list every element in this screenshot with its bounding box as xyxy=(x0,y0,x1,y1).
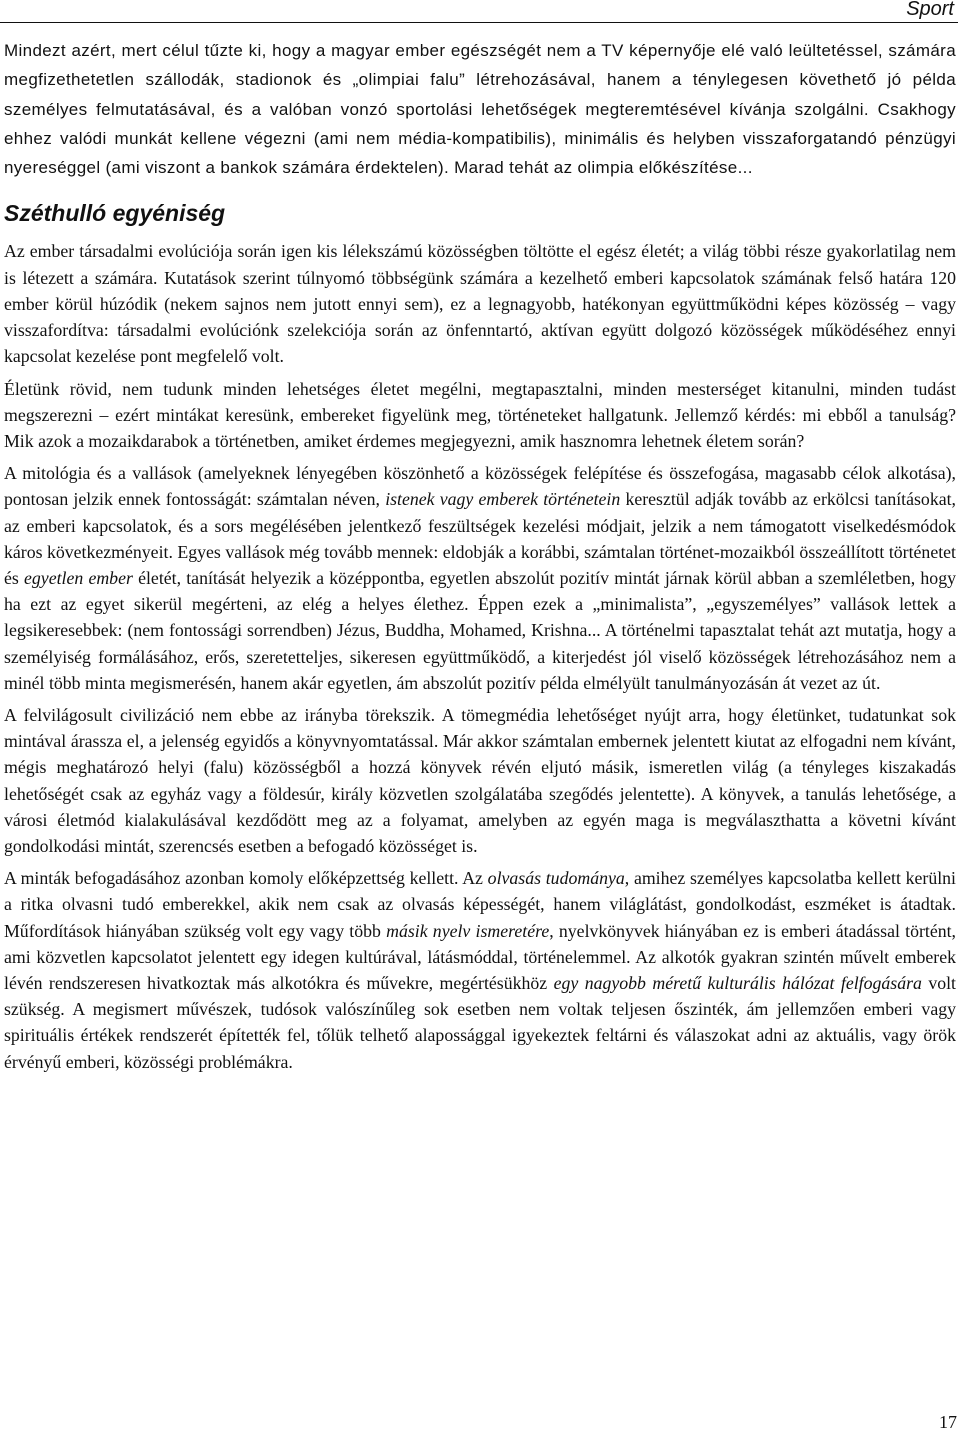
section-label: Sport xyxy=(906,0,954,20)
intro-paragraph: Mindezt azért, mert célul tűzte ki, hogy a magyar ember egészségét nem a TV képernyője elé való leültetéssel, számára megfizethetetlen szállodák, stadionok és „olimpiai falu” létrehozásával, hanem a ténylegesen követhető jó példa személyes felmutatásával, és a valóban vonzó sportolási lehetőségek megteremtésével kívánja szolgálni. Csakhogy ehhez valódi munkát kellene végezni (ami nem média-kompatibilis), minimális és helyben visszaforgatandó pénzügyi nyereséggel (ami viszont a bankok számára érdektelen). Marad tehát az olimpia előkészítése... xyxy=(4,41,956,178)
paragraph-5 xyxy=(4,865,956,1075)
paragraph-5-text: , amihez személyes kapcsolatba kellett kerülni a ritka olvasni tudó emberekkel, akik nem csak az olvasás képességét, hanem világlátást, gondolkodást, eszméket is átadtak. Műfordítások hiányában szükség volt egy vagy több xyxy=(4,868,956,941)
paragraph-3-text: A mitológia és a vallások (amelyeknek lényegében köszönhető a közösségek felépítése és összefogása, magasabb célok alkotása), pontosan jelzik ennek fontosságát: számtalan néven, xyxy=(4,463,956,510)
paragraph-4: A felvilágosult civilizáció nem ebbe az irányba törekszik. A tömegmédia lehetőséget nyújt arra, hogy életünket, tudatunkat sok mintával árassza el, a jelenség egyidős a könyvnyomtatással. Már akkor számtalan embernek jelentett kiutat az elfogadni nem kívánt, mégis meghatározó helyi (falu) közösségből a hozzá könyvek révén eljutó másik, ismeretlen világ (a tényleges kiszakadás lehetőségét csak az egyház vagy a földesúr, király közvetlen szolgálatába szegődés jelentette). A könyvek, a tanulás lehetősége, a városi életmód kialakulásával kezdődött meg az a folyamat, amelyben az egyén maga is megválaszthatta a követni kívánt gondolkodási mintát, szerencsés esetben a befogadó közösséget is. xyxy=(4,704,956,856)
paragraph-5-italic-1: olvasás tudománya xyxy=(487,868,625,889)
paragraph-3 xyxy=(4,460,956,696)
paragraph-3-italic-2: egyetlen ember xyxy=(24,567,133,588)
paragraph-2: Életünk rövid, nem tudunk minden lehetséges életet megélni, megtapasztalni, minden mesterséget kitanulni, minden tudást megszerezni – ezért mintákat keresünk, embereket figyelünk meg, történeteket hallgatunk. Jellemző kérdés: mi ebből a tanulság? Mik azok a mozaikdarabok a történetben, amiket érdemes megjegyezni, amik hasznomra lehetnek életem során? xyxy=(4,378,956,451)
page-header xyxy=(0,0,958,23)
paragraph-1: Az ember társadalmi evolúciója során igen kis lélekszámú közösségben töltötte el egész életét; a világ többi része gyakorlatilag nem is létezett a számára. Kutatások szerint túlnyomó többségünk számára a kezelhető emberi kapcsolatok számának felső határa 120 ember körül húzódik (nekem sajnos nem jutott ennyi sem), ez a legnagyobb, hatékonyan együttműködni képes közösség – vagy visszafordítva: társadalmi evolúciónk szelekciója során az önfenntartó, aktívan együtt dolgozó közösségek működéséhez ennyi kapcsolat kezelése pont megfelelő volt. xyxy=(4,241,956,367)
paragraph-5-text: volt szükség. A megismert művészek, tudósok valószínűleg sok esetben nem voltak teljesen őszinték, ám jellemzően emberi vagy spirituális értékek rendszerét építették fel, tőlük telhető alapossággal igyekeztek feltárni és válaszokat adni az aktuális, vagy örök érvényű emberi, közösségi problémákra. xyxy=(4,972,956,1072)
paragraph-3-text: keresztül adják tovább az erkölcsi tanításokat, az emberi kapcsolatok, és a sors megélésében jelentkező feszültségek kezelési módjait, jelzik a nem támogatott viselkedésmódok káros következményeit. Egyes vallások még tovább mennek: eldobják a korábbi, számtalan történet-mozaikból összeállított történetet és xyxy=(4,489,956,588)
paragraph-3-text: életét, tanítását helyezik a középpontba, egyetlen abszolút pozitív mintát járnak körül abban a szemléletben, hogy ha ezt az egyet sikerül megérteni, az elég a helyes élethez. Éppen ezek a „minimalista”, „egyszemélyes” vallások lettek a legsikeresebbek: (nem fontossági sorrendben) Jézus, Buddha, Mohamed, Krishna... A történelmi tapasztalat tehát azt mutatja, hogy a személyiség formálásához, erős, szeretetteljes, sikeresen együttműködő, a kiterjedést jól viselő közösségek létrehozásához nem a minél több minta megismerésén, hanem akár egyetlen, ám abszolút pozitív példa elmélyült tanulmányozásán át vezet az út. xyxy=(4,567,956,693)
paragraph-5-italic-3: egy nagyobb méretű kulturális hálózat felfogására xyxy=(553,972,922,993)
page-number: 17 xyxy=(939,1412,957,1432)
paragraph-5-text: A minták befogadásához azonban komoly előképzettség kellett. Az xyxy=(4,868,488,889)
article-body xyxy=(4,36,956,1075)
paragraph-5-italic-2: másik nyelv ismeretére xyxy=(386,920,550,941)
section-heading: Széthulló egyéniség xyxy=(4,200,226,227)
paragraph-3-italic-1: istenek vagy emberek történetein xyxy=(385,489,621,510)
paragraph-5-text: , nyelvkönyvek hiányában ez is emberi átadással történt, ami közvetlen kapcsolatot jelentett egy idegen kultúrával, látásmóddal, történelemmel. Az alkotók gyakran szintén művelt emberek lévén rendszeresen hivatkoztak más alkotókra és művekre, megértésükhöz xyxy=(4,920,956,993)
